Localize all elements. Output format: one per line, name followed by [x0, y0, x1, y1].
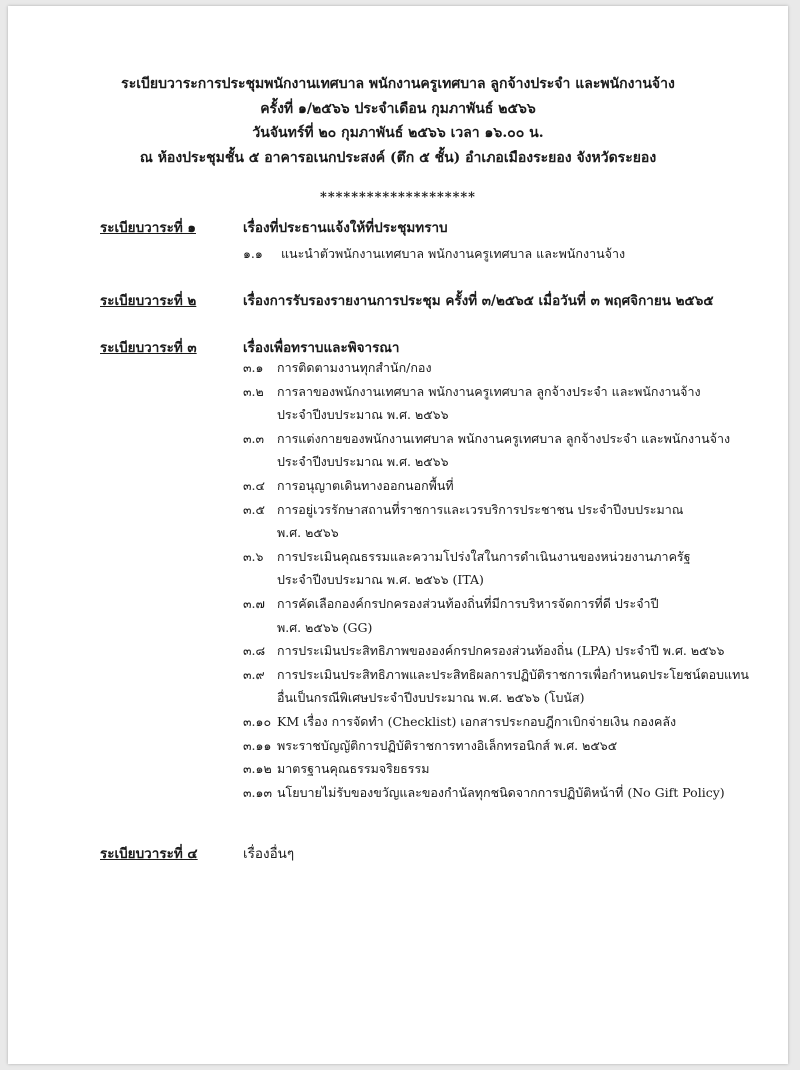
list-item: [243, 757, 773, 781]
item-continuation: ประจำปีงบประมาณ พ.ศ. ๒๕๖๖: [277, 407, 449, 423]
document-header: [8, 72, 788, 170]
item-text: การอนุญาตเดินทางออกนอกพื้นที่: [277, 477, 454, 493]
item-text: การประเมินคุณธรรมและความโปร่งใสในการดำเนินงานของหน่วยงานภาครัฐ: [277, 548, 691, 564]
item-number: ๑.๑: [243, 246, 263, 261]
item-continuation: พ.ศ. ๒๕๖๖ (GG): [277, 619, 373, 635]
list-item: [243, 498, 773, 545]
item-number: ๓.๓: [243, 430, 265, 446]
item-text: การแต่งกายของพนักงานเทศบาล พนักงานครูเทศบาล ลูกจ้างประจำ และพนักงานจ้าง: [277, 430, 731, 446]
item-continuation: อื่นเป็นกรณีพิเศษประจำปีงบประมาณ พ.ศ. ๒๕๖๖ (โบนัส): [277, 690, 585, 706]
item-number: ๓.๖: [243, 548, 264, 564]
separator: ********************: [320, 190, 476, 205]
list-item: [243, 380, 773, 427]
list-item: [243, 242, 773, 266]
item-text: การลาของพนักงานเทศบาล พนักงานครูเทศบาล ลูกจ้างประจำ และพนักงานจ้าง: [277, 383, 701, 399]
list-item: [243, 781, 773, 805]
list-item: [243, 427, 773, 474]
item-text: การประเมินประสิทธิภาพขององค์กรปกครองส่วนท้องถิ่น (LPA) ประจำปี พ.ศ. ๒๕๖๖: [277, 643, 725, 659]
item-text: การติดตามงานทุกสำนัก/กอง: [277, 360, 432, 375]
item-text: นโยบายไม่รับของขวัญและของกำนัลทุกชนิดจากการปฏิบัติหน้าที่ (No Gift Policy): [277, 784, 725, 800]
agenda-4-title: เรื่องอื่นๆ: [243, 846, 295, 862]
item-number: ๓.๑๓: [243, 784, 272, 800]
item-text: การประเมินประสิทธิภาพและประสิทธิผลการปฏิบัติราชการเพื่อกำหนดประโยชน์ตอบแทน: [277, 666, 749, 682]
item-text: พระราชบัญญัติการปฏิบัติราชการทางอิเล็กทรอนิกส์ พ.ศ. ๒๕๖๕: [277, 737, 618, 753]
agenda-3-title: เรื่องเพื่อทราบและพิจารณา: [243, 340, 400, 356]
list-item: [243, 592, 773, 639]
item-number: ๓.๘: [243, 643, 266, 659]
header-line-3: วันจันทร์ที่ ๒๐ กุมภาพันธ์ ๒๕๖๖ เวลา ๑๖.๐๐ น.: [252, 125, 544, 141]
item-text: การอยู่เวรรักษาสถานที่ราชการและเวรบริการประชาชน ประจำปีงบประมาณ: [277, 501, 684, 517]
item-number: ๓.๑๑: [243, 737, 272, 753]
list-item: [243, 639, 773, 663]
document-page: [8, 6, 788, 1064]
item-number: ๓.๔: [243, 477, 265, 493]
item-number: ๓.๕: [243, 501, 265, 517]
item-number: ๓.๙: [243, 666, 265, 682]
agenda-1-items: [243, 242, 773, 266]
agenda-3-items: [243, 356, 773, 804]
header-line-2: ครั้งที่ ๑/๒๕๖๖ ประจำเดือน กุมภาพันธ์ ๒๕๖๖: [260, 100, 536, 117]
list-item: [243, 474, 773, 498]
item-continuation: พ.ศ. ๒๕๖๖: [277, 525, 339, 541]
agenda-2-label: ระเบียบวาระที่ ๒: [100, 293, 197, 309]
list-item: [243, 734, 773, 758]
list-item: [243, 663, 773, 710]
agenda-1-title: เรื่องที่ประธานแจ้งให้ที่ประชุมทราบ: [243, 220, 448, 236]
header-line-1: ระเบียบวาระการประชุมพนักงานเทศบาล พนักงานครูเทศบาล ลูกจ้างประจำ และพนักงานจ้าง: [121, 76, 675, 92]
agenda-3-label: ระเบียบวาระที่ ๓: [100, 340, 197, 356]
agenda-2-title: เรื่องการรับรองรายงานการประชุม ครั้งที่ ๓/๒๕๖๕ เมื่อวันที่ ๓ พฤศจิกายน ๒๕๖๕: [243, 293, 714, 309]
agenda-1-label: ระเบียบวาระที่ ๑: [100, 220, 196, 236]
item-text: การคัดเลือกองค์กรปกครองส่วนท้องถิ่นที่มีการบริหารจัดการที่ดี ประจำปี: [277, 595, 659, 611]
item-number: ๓.๗: [243, 595, 265, 611]
item-number: ๓.๑: [243, 360, 264, 375]
item-number: ๓.๑๐: [243, 713, 272, 729]
header-line-4: ณ ห้องประชุมชั้น ๕ อาคารอเนกประสงค์ (ตึก ๕ ชั้น) อำเภอเมืองระยอง จังหวัดระยอง: [139, 149, 657, 166]
agenda-4-label: ระเบียบวาระที่ ๔: [100, 846, 198, 862]
item-continuation: ประจำปีงบประมาณ พ.ศ. ๒๕๖๖ (ITA): [277, 572, 484, 588]
list-item: [243, 545, 773, 592]
item-number: ๓.๒: [243, 383, 264, 399]
list-item: [243, 710, 773, 734]
item-number: ๓.๑๒: [243, 761, 272, 777]
item-text: KM เรื่อง การจัดทำ (Checklist) เอกสารประกอบฎีกาเบิกจ่ายเงิน กองคลัง: [277, 713, 677, 729]
item-text: มาตรฐานคุณธรรมจริยธรรม: [277, 761, 430, 777]
item-text: แนะนำตัวพนักงานเทศบาล พนักงานครูเทศบาล และพนักงานจ้าง: [280, 246, 626, 261]
item-continuation: ประจำปีงบประมาณ พ.ศ. ๒๕๖๖: [277, 454, 449, 470]
list-item: [243, 356, 773, 380]
